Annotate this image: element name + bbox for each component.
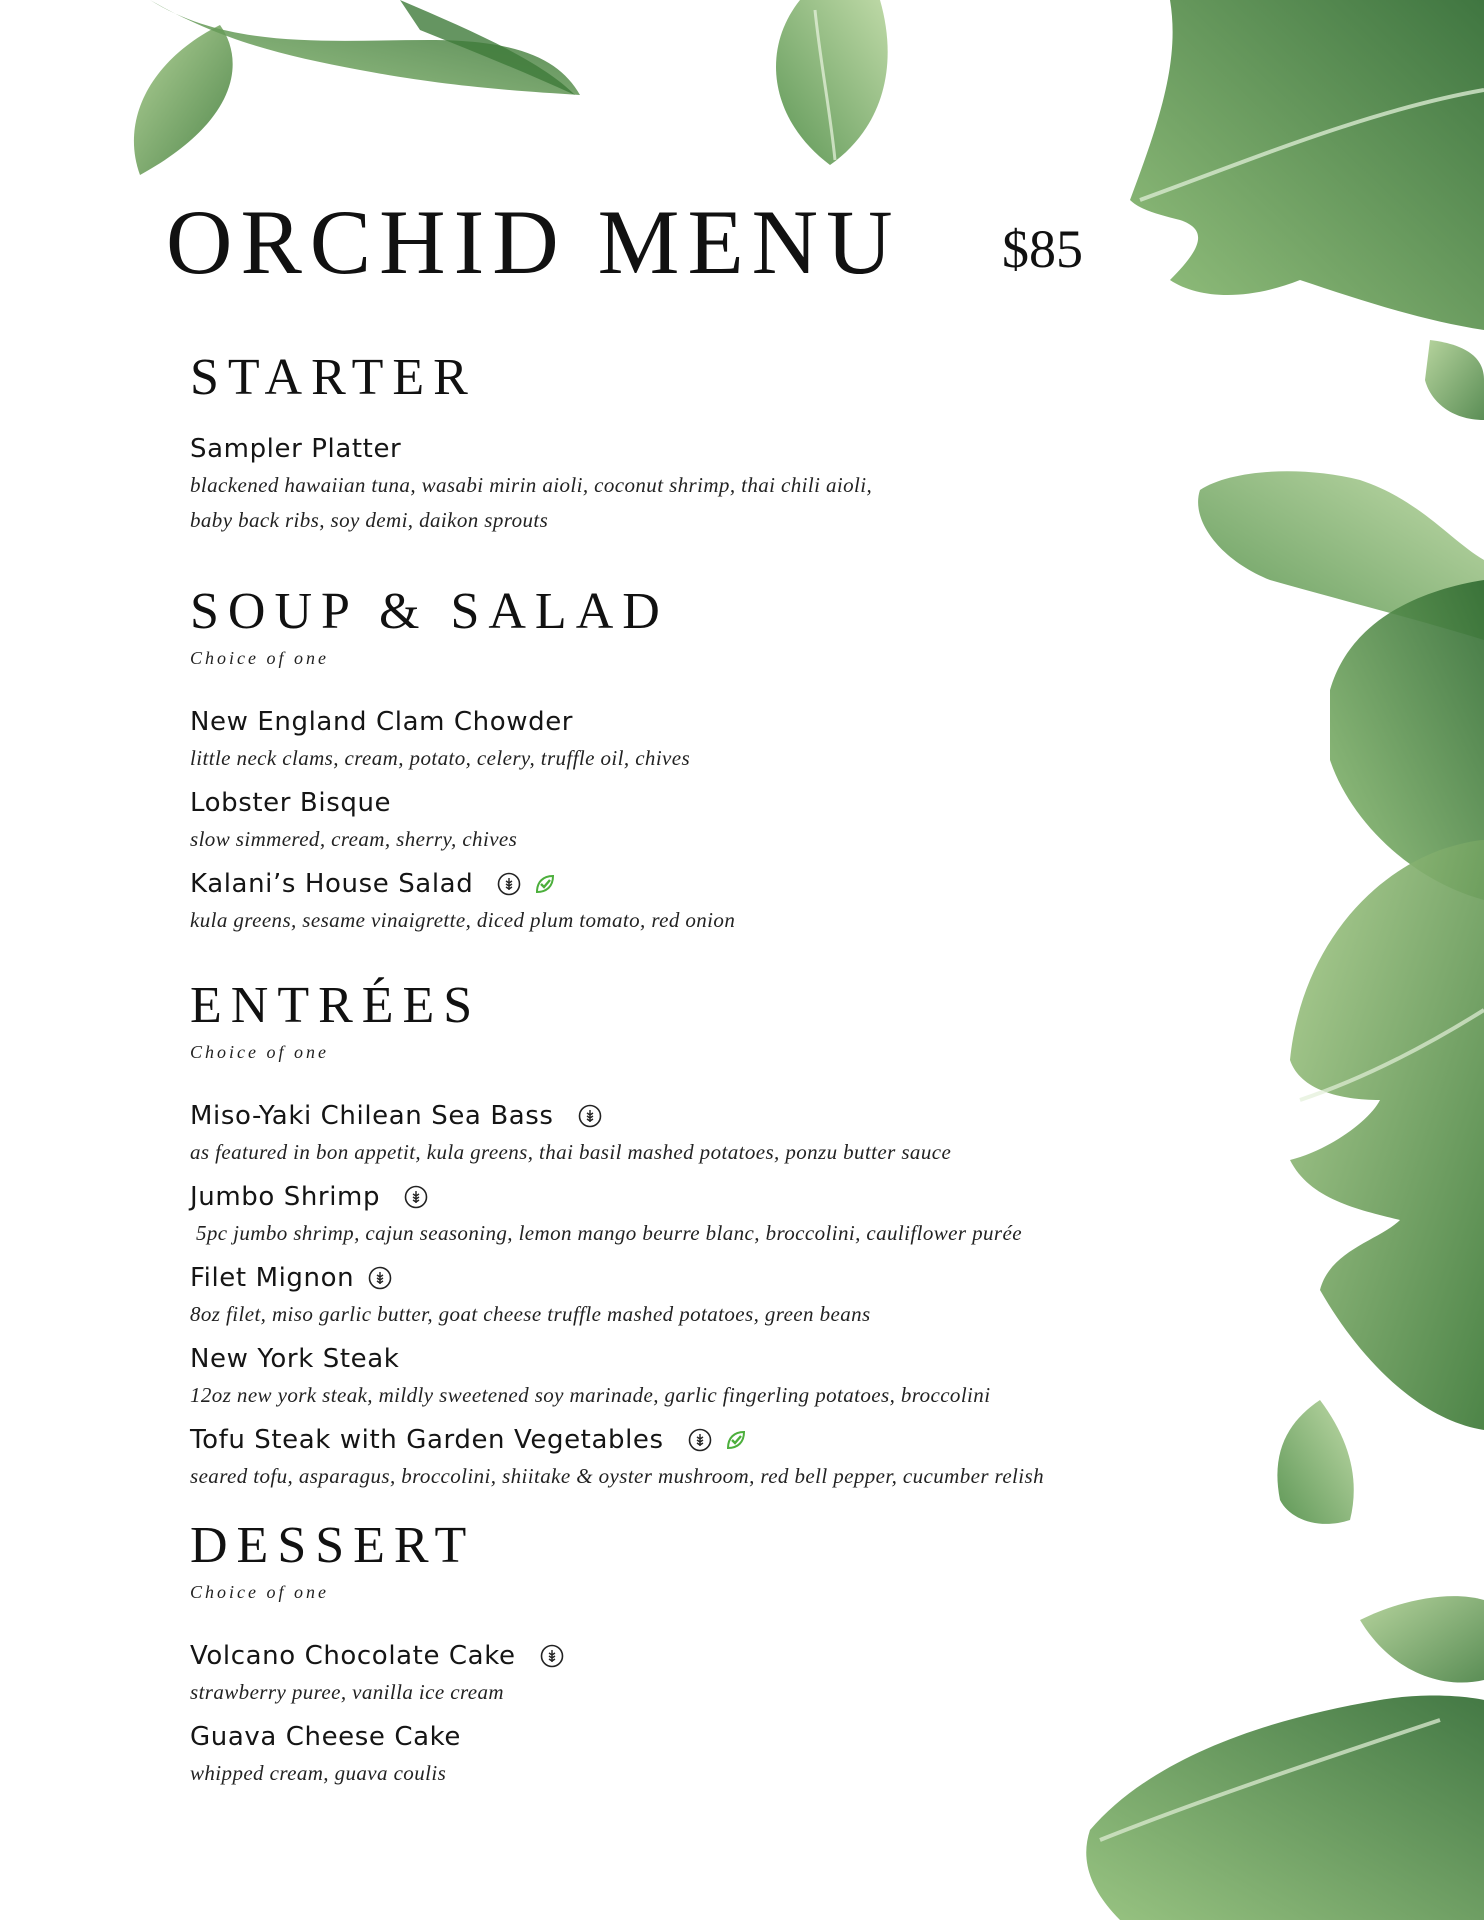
leaf-bottom-right-3 <box>1360 1596 1484 1682</box>
vegetarian-icon <box>724 1428 748 1452</box>
section-soup-salad <box>190 583 1150 946</box>
item-description: seared tofu, asparagus, broccolini, shiitake & oyster mushroom, red bell pepper, cucumber relish <box>190 1464 1044 1488</box>
item-name: Kalani’s House Salad <box>190 869 474 899</box>
item-description: strawberry puree, vanilla ice cream <box>190 1680 504 1704</box>
gluten-free-icon <box>497 872 521 896</box>
section-note: Choice of one <box>190 1042 329 1062</box>
leaf-top-center <box>776 0 888 165</box>
leaf-top-right <box>1130 0 1484 330</box>
section-note: Choice of one <box>190 1582 329 1602</box>
item-name: Guava Cheese Cake <box>190 1722 461 1752</box>
menu-price: $85 <box>1002 219 1083 279</box>
menu-title: ORCHID MENU <box>166 191 901 293</box>
leaf-right-monstera <box>1290 840 1484 1430</box>
leaf-right-1 <box>1425 340 1484 420</box>
section-dessert <box>190 1517 1150 1799</box>
section-title-starter: STARTER <box>190 349 477 406</box>
section-title-dessert: DESSERT <box>190 1517 476 1574</box>
leaf-right-3 <box>1330 580 1484 900</box>
item-name: Miso-Yaki Chilean Sea Bass <box>190 1101 554 1131</box>
item-description: 12oz new york steak, mildly sweetened soy marinade, garlic fingerling potatoes, broccolini <box>190 1383 991 1407</box>
item-name-row <box>190 1178 1150 1216</box>
item-name: Volcano Chocolate Cake <box>190 1641 516 1671</box>
menu-item <box>190 784 1150 857</box>
item-name: Jumbo Shrimp <box>190 1182 381 1212</box>
item-name-row <box>190 1637 1150 1675</box>
item-description: whipped cream, guava coulis <box>190 1761 447 1785</box>
item-name-row <box>190 865 1150 903</box>
item-description: as featured in bon appetit, kula greens, thai basil mashed potatoes, ponzu butter sauce <box>190 1140 952 1164</box>
gluten-free-icon <box>540 1644 564 1668</box>
menu-item <box>190 1421 1150 1494</box>
item-name: Sampler Platter <box>190 434 402 464</box>
item-name-row <box>190 1259 1150 1297</box>
leaf-bottom-right-1 <box>1277 1400 1353 1524</box>
menu-item <box>190 1097 1150 1170</box>
menu-item <box>190 1178 1150 1251</box>
leaf-top-left-3 <box>400 0 575 95</box>
section-title-entrees: ENTRÉES <box>190 977 482 1034</box>
leaf-right-2 <box>1198 471 1484 640</box>
item-name: New England Clam Chowder <box>190 707 574 737</box>
item-name: Tofu Steak with Garden Vegetables <box>190 1425 664 1455</box>
leaf-top-left-1 <box>134 25 233 175</box>
section-note: Choice of one <box>190 648 329 668</box>
item-name-row <box>190 1421 1150 1459</box>
item-name: New York Steak <box>190 1344 400 1374</box>
section-entrees <box>190 977 1150 1502</box>
section-title-soup-salad: SOUP & SALAD <box>190 583 669 640</box>
item-name: Filet Mignon <box>190 1263 355 1293</box>
starter-items <box>190 430 1150 538</box>
gluten-free-icon <box>688 1428 712 1452</box>
item-description: little neck clams, cream, potato, celery, truffle oil, chives <box>190 746 691 770</box>
menu-item <box>190 1259 1150 1332</box>
gluten-free-icon <box>578 1104 602 1128</box>
section-starter <box>190 349 1150 546</box>
menu-item <box>190 1637 1150 1710</box>
item-name: Lobster Bisque <box>190 788 392 818</box>
item-description: blackened hawaiian tuna, wasabi mirin aioli, coconut shrimp, thai chili aioli, baby back ribs, soy demi, daikon sprouts <box>190 473 873 532</box>
menu-item <box>190 430 1150 538</box>
leaf-top-left-2 <box>150 0 580 95</box>
soup-salad-items <box>190 703 1150 938</box>
item-description: kula greens, sesame vinaigrette, diced plum tomato, red onion <box>190 908 736 932</box>
menu-item <box>190 865 1150 938</box>
vegetarian-icon <box>533 872 557 896</box>
menu-item <box>190 703 1150 776</box>
item-name-row <box>190 1097 1150 1135</box>
dessert-items <box>190 1637 1150 1791</box>
item-description: 5pc jumbo shrimp, cajun seasoning, lemon mango beurre blanc, broccolini, cauliflower purée <box>196 1221 1022 1245</box>
item-description: slow simmered, cream, sherry, chives <box>190 827 518 851</box>
gluten-free-icon <box>368 1266 392 1290</box>
entrees-items <box>190 1097 1150 1494</box>
menu-item <box>190 1340 1150 1413</box>
gluten-free-icon <box>404 1185 428 1209</box>
menu-item <box>190 1718 1150 1791</box>
item-description: 8oz filet, miso garlic butter, goat cheese truffle mashed potatoes, green beans <box>190 1302 871 1326</box>
